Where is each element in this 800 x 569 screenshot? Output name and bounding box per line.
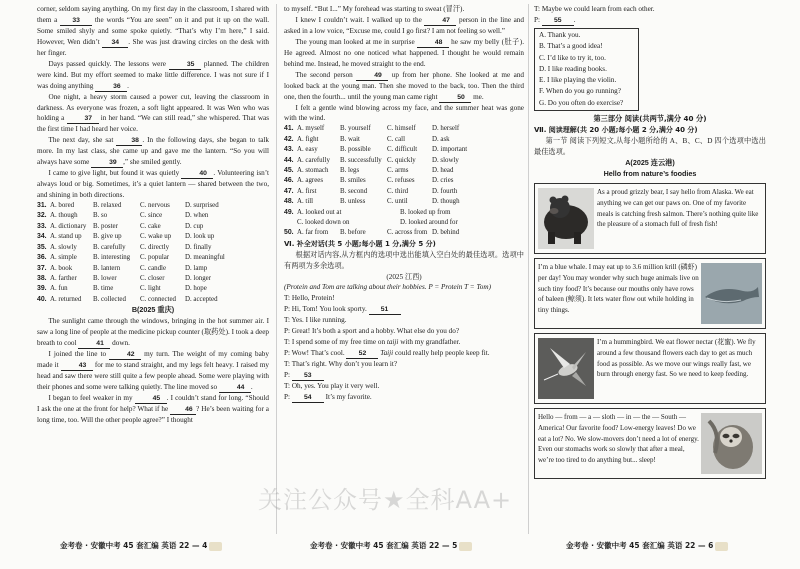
- blank-36[interactable]: 36: [95, 83, 127, 92]
- blank-37[interactable]: 37: [67, 115, 99, 124]
- blank-55[interactable]: 55: [542, 17, 574, 26]
- card-text: Hello — from — a — sloth — in — the — South — America! Our favorite food? Low-energy leaves! Do we eat a lot? No. We slow-movers don’t need a lot of energy. Even our stomachs work so slowly that after a meal, we’re too tired to do anything but... sleep!: [538, 413, 699, 464]
- paragraph: The second person 49 up from her phone. She looked at me and looked back at the young man. Then she moved to the back, too. Then the third one, then the fourth... until the young man came right 50 me.: [284, 70, 525, 101]
- blank-47[interactable]: 47: [424, 17, 456, 26]
- blank-48[interactable]: 48: [417, 39, 449, 48]
- section-heading: Ⅵ. 补全对话(共 5 小题;每小题 1 分,满分 5 分): [284, 239, 436, 248]
- paragraph: I joined the line to 42 my turn. The weight of my coming baby made it 43 for me to stand straight, and my legs felt heavy. I raised my head and saw there were still quite a few people ahead. Some were playing with their phones and some were talking quietly. The line moved so 44 .: [37, 349, 270, 391]
- blank-38[interactable]: 38: [116, 137, 142, 146]
- dialogue-line: T: I spend some of my free time on taiji with my grandfather.: [284, 338, 461, 347]
- passage-a-heading: A(2025 连云港): [625, 157, 675, 167]
- publisher-logo-icon: [715, 542, 728, 551]
- hummingbird-photo: [538, 338, 594, 399]
- card-text: As a proud grizzly bear, I say hello from Alaska. We eat anything we can get our paws on. One of my favorite meals is catching fresh salmon. There’s nothing quite like the pleasure of a stomach full of fresh fish!: [597, 188, 759, 229]
- paragraph: I knew I couldn’t wait. I walked up to the 47 person in the line and asked in a low voice, “Excuse me, could I go first? I am not feeling so well.”: [284, 15, 524, 35]
- dialogue-line: T: Yes. I like running.: [284, 316, 347, 325]
- dialogue-line: T: Maybe we could learn from each other.: [534, 5, 655, 13]
- dialogue-line: P: 53: [284, 370, 524, 381]
- card-text: I’m a blue whale. I may eat up to 3.6 million krill (磷虾) per day! You may wonder why such huge animals live on such tiny food? It’s because our mouths only have rows of baleen (鲸须). It lets water flow out while holding in tiny things.: [538, 263, 699, 314]
- card-text: I’m a hummingbird. We eat flower nectar (花蜜). We fly around a few thousand flowers each day to get as much food as possible. As we move our wings really fast, we burn through energy fast. So we need to keep feeding.: [597, 338, 756, 379]
- dialogue-line: P: 54 It’s my favorite.: [284, 392, 372, 401]
- option-item: G. Do you often do exercise?: [539, 98, 624, 107]
- publisher-logo-icon: [459, 542, 472, 551]
- dialogue-line: P: Hi, Tom! You look sporty. 51: [284, 304, 524, 315]
- paragraph: One night, a heavy storm caused a power cut, leaving the classroom in darkness. As everyone was frozen, a soft light appeared. It was Wen who was holding a 37 in her hand. “We can still read,” she whispered. That was the first time I had heard her voice.: [37, 92, 270, 134]
- option-item: D. I like reading books.: [539, 64, 607, 73]
- blank-41[interactable]: 41: [78, 340, 110, 349]
- blank-39[interactable]: 39: [91, 159, 123, 168]
- paragraph: I came to give light, but found it was quietly 40 . Volunteering isn’t always loud or big. Sometimes, it’s a quiet lantern — shared between the two, and shining in both directions.: [37, 169, 269, 200]
- options-49: 49. A. looked out at B. looked up from C. looked down on D. looked around for: [284, 208, 458, 226]
- paragraph: I began to feel weaker in my 45 . I couldn’t stand for long. “Should I ask the one at the front for help? What if he 46 ? He’s been waiting for a long time, too. Will the other people agree?” I thought: [37, 393, 269, 424]
- blank-44[interactable]: 44: [219, 384, 251, 393]
- dialogue-line: T: Oh, yes. You play it very well.: [284, 381, 380, 390]
- options-50: 50. A. far from B. before C. across from D. behind: [284, 229, 460, 237]
- dialogue-line: P: Wow! That’s cool. 52 Taiji could really help people keep fit.: [284, 348, 490, 357]
- blank-35[interactable]: 35: [169, 61, 201, 70]
- blank-53[interactable]: 53: [292, 372, 324, 381]
- section-heading: Ⅶ. 阅读理解(共 20 小题;每小题 2 分,满分 40 分): [534, 125, 698, 134]
- grizzly-bear-photo: [538, 188, 594, 249]
- card-sloth: [534, 408, 766, 479]
- paragraph: The next day, she sat 38 . In the following days, she began to talk more. In my last class, she came up and gave me the lantern. “So you will always have some 39 ,” she smiled gently.: [37, 136, 269, 167]
- dialogue-context: (Protein and Tom are talking about their hobbies. P = Protein T = Tom): [284, 283, 491, 292]
- blank-33[interactable]: 33: [60, 17, 92, 26]
- blank-42[interactable]: 42: [109, 351, 141, 360]
- passage-a-title: Hello from nature’s foodies: [603, 168, 697, 178]
- blue-whale-photo: [701, 263, 762, 324]
- option-item: F. When do you go running?: [539, 87, 621, 96]
- section-instructions: 根据对话内容,从方框内的选项中选出能填入空白处的最佳选项。选项中有两项为多余选项。: [284, 250, 524, 270]
- publisher-logo-icon: [209, 542, 222, 551]
- options-41-48: 41. A. myself B. yourself C. himself D. herself 42. A. fight B. wait C. call D. ask 43. A. easy B. possible C. difficult D. important 44. A. carefully B. successfully C. quickly D. slowly 45. A. stomach B. legs C. arms D. head 46. A. agrees B. smiles C. refuses D. cries 47. A. first B. second C. third D. fourth 48. A. till B. unless C. until D. though: [284, 125, 468, 206]
- dialogue-line: T: Hello, Protein!: [284, 294, 335, 303]
- blank-40[interactable]: 40: [181, 170, 213, 179]
- option-item: A. Thank you.: [539, 30, 581, 39]
- paragraph: I felt a gentle wind blowing across my face, and the summer heat was gone with the wind.: [284, 103, 524, 123]
- column-left: [37, 4, 269, 426]
- card-hummingbird: [534, 333, 766, 404]
- card-grizzly-bear: [534, 183, 766, 254]
- blank-50[interactable]: 50: [439, 94, 471, 103]
- paragraph: to myself. “But I...” My forehead was starting to sweat (冒汗).: [284, 5, 465, 13]
- dialogue-options-box: [534, 28, 639, 111]
- options-31-40: 31. A. bored B. relaxed C. nervous D. surprised 32. A. though B. so C. since D. when 33. A. dictionary B. poster C. cake D. cup 34. A. stand up B. give up C. wake up D. look up 35. A. slowly B. carefully C. directly D. finally 36. A. simple B. interesting C. popular D. meaningful 37. A. book B. lantern C. candle D. lamp 38. A. farther B. lower C. closer D. longer 39. A. fun B. time C. light D. hope 40. A. returned B. collected C. connected D. accepted: [37, 202, 225, 303]
- column-divider: [276, 4, 277, 534]
- passage-b-heading: B(2025 重庆): [131, 305, 175, 315]
- paragraph: Days passed quickly. The lessons were 35 planned. The children were kind. But my effort seemed to make little difference. I was not sure if I was doing anything 36 .: [37, 59, 269, 90]
- page-footer: 金考卷 · 安徽中考 45 套汇编 英语 22 — 5: [310, 540, 472, 551]
- dialogue-region: (2025 江西): [386, 272, 422, 281]
- option-item: C. I’d like to try it, too.: [539, 53, 606, 62]
- blank-52[interactable]: 52: [346, 350, 378, 359]
- blank-49[interactable]: 49: [356, 72, 388, 81]
- dialogue-line: P: 55 .: [534, 15, 576, 24]
- page-footer: 金考卷 · 安徽中考 45 套汇编 英语 22 — 6: [566, 540, 728, 551]
- part-three-title: 第三部分 阅读(共两节,满分 40 分): [593, 113, 707, 123]
- blank-51[interactable]: 51: [369, 306, 401, 315]
- dialogue-line: P: Great! It’s both a sport and a hobby. What else do you do?: [284, 327, 460, 336]
- paragraph: The sunlight came through the windows, bringing in the hot summer air. I saw a long line of people at the medicine pickup counter (取药处). I took a deep breath to cool 41 down.: [37, 317, 269, 347]
- blank-46[interactable]: 46: [170, 406, 196, 415]
- paragraph: The young man looked at me in surprise 48 he saw my belly (肚子). He agreed. Almost no one noticed what happened. I thought he would remain behind me. Instead, he moved straight to the end.: [284, 37, 524, 68]
- blank-45[interactable]: 45: [135, 395, 167, 404]
- blank-43[interactable]: 43: [61, 362, 93, 371]
- dialogue: [284, 293, 524, 402]
- page-footer: 金考卷 · 安徽中考 45 套汇编 英语 22 — 4: [60, 540, 222, 551]
- section-instructions: 第一节 阅读下列短文,从每小题所给的 A、B、C、D 四个选项中选出最佳选项。: [534, 136, 766, 156]
- sloth-photo: [701, 413, 762, 474]
- dialogue-line: T: That’s right. Why don’t you learn it?: [284, 359, 398, 368]
- column-right: [534, 4, 766, 479]
- blank-54[interactable]: 54: [292, 394, 324, 403]
- paragraph: corner, seldom saying anything. On my first day in the classroom, I shared with them a 33 the words “You are seen” on it and put it up on the wall. Some smiled shyly and some spoke quietly. “That’s why I’m here,” I said. However, Wen didn’t 34 . She was just drawing circles on the desk with her finger.: [37, 5, 270, 57]
- card-blue-whale: [534, 258, 766, 329]
- column-divider: [528, 4, 529, 534]
- option-item: E. I like playing the violin.: [539, 76, 617, 85]
- watermark: 关注公众号★全科AA+: [258, 486, 513, 514]
- option-item: B. That’s a good idea!: [539, 42, 603, 51]
- blank-34[interactable]: 34: [102, 39, 128, 48]
- column-middle: [284, 4, 524, 403]
